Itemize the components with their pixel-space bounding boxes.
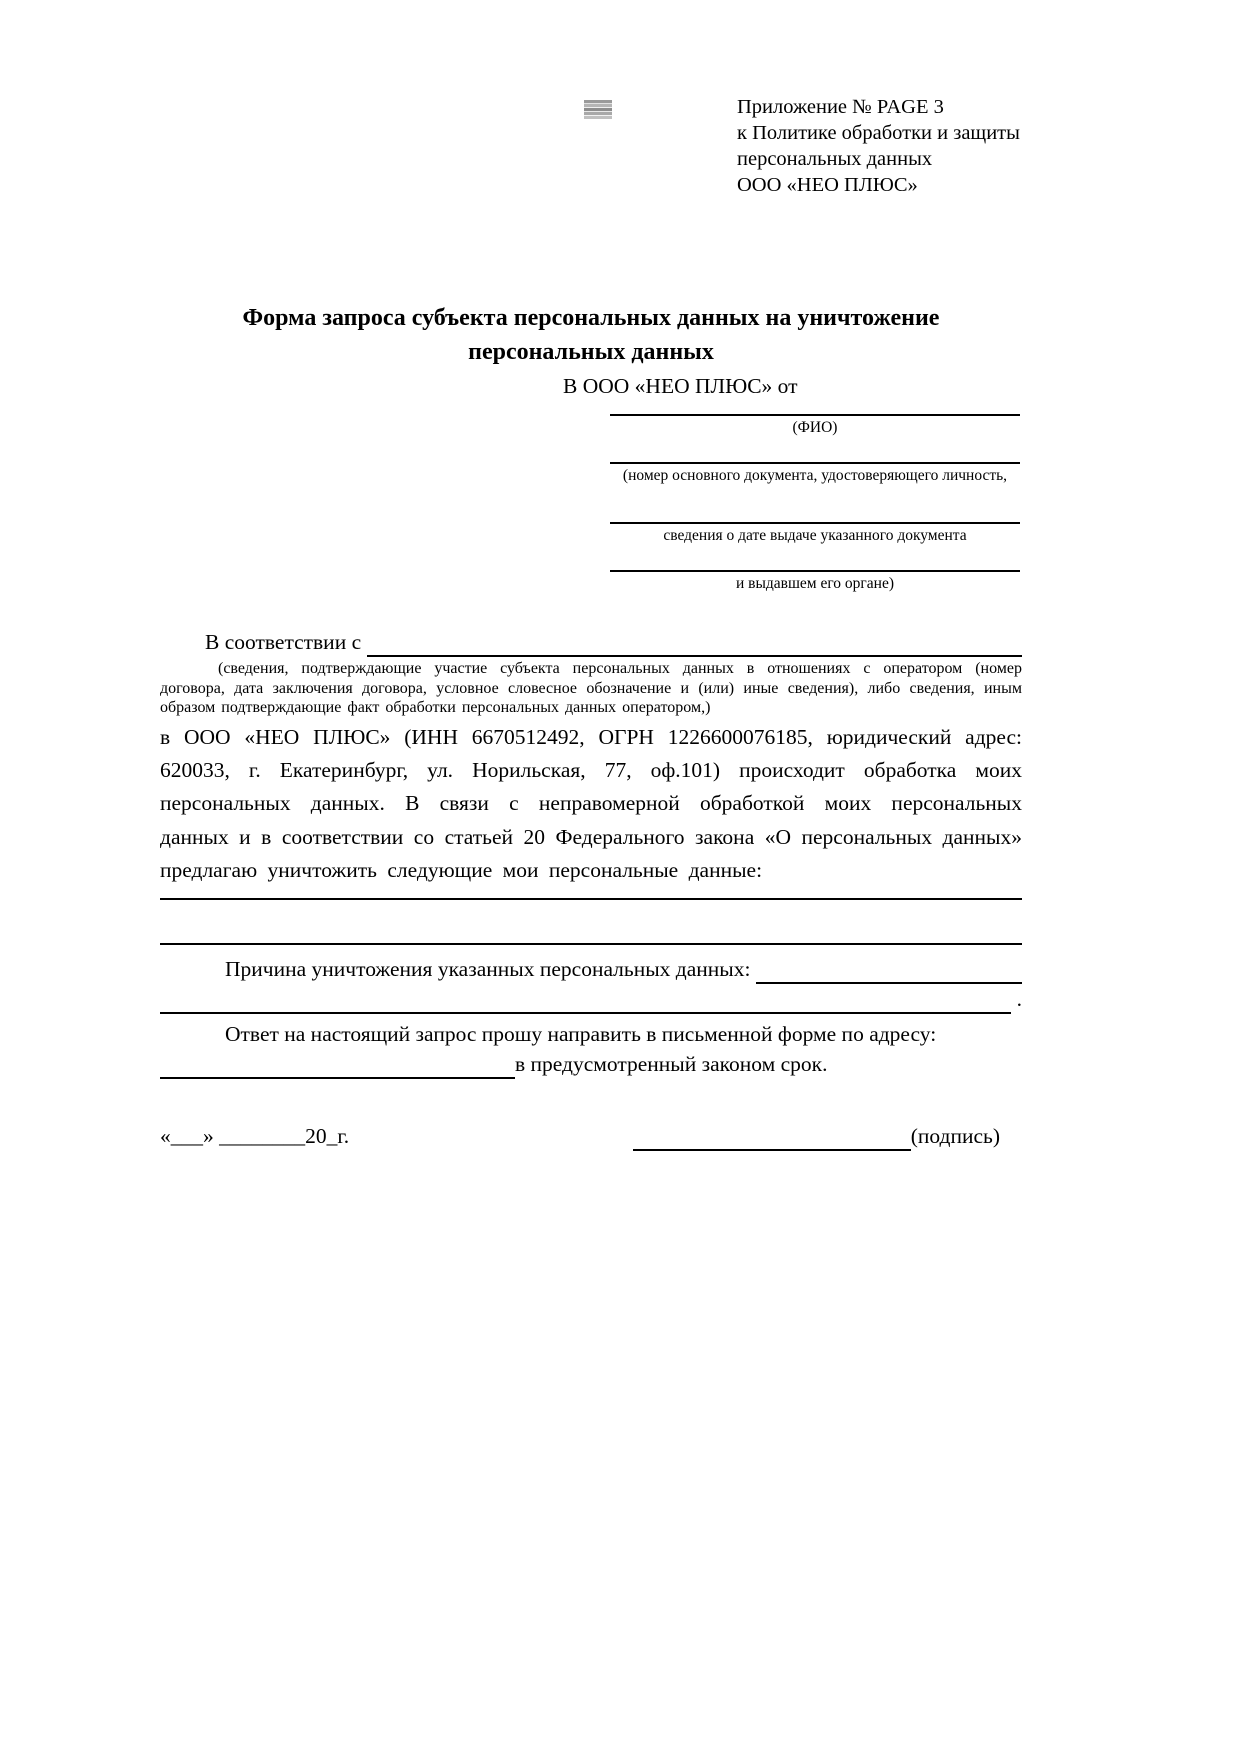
document-content: [160, 0, 1022, 1151]
appendix-header-line: ООО «НЕО ПЛЮС»: [737, 174, 918, 196]
date-blank-text: «___» ________20_г.: [160, 1123, 350, 1148]
body-paragraph: в ООО «НЕО ПЛЮС» (ИНН 6670512492, ОГРН 1226600076185, юридический адрес: 620033, г. Екатеринбург, ул. Норильская, 77, оф.101) происходит обработка моих персональных данных. В связи с неправомерной обработкой моих персональных данных и в соответствии со статьей 20 Федерального закона «О персональных данных» предлагаю уничтожить следующие мои персональные данные:: [160, 724, 1022, 883]
answer-address-row: [160, 1049, 1022, 1079]
appendix-header-line: к Политике обработки и защиты: [737, 122, 1020, 144]
reason-continuation-row: [160, 984, 1022, 1014]
addressee-line: В ООО «НЕО ПЛЮС» от: [563, 374, 798, 398]
reason-label: Причина уничтожения указанных персональных данных:: [225, 956, 751, 981]
document-title-line2: персональных данных: [468, 339, 714, 365]
appendix-header-line: персональных данных: [737, 148, 933, 170]
reason-blank-line-2: [160, 988, 1011, 1014]
date-signature-row: [160, 1121, 1022, 1151]
address-blank-line: [160, 1053, 515, 1079]
document-title: [160, 301, 1022, 369]
appendix-header-line: Приложение № PAGE 3: [737, 96, 944, 118]
document-title-line1: Форма запроса субъекта персональных данных на уничтожение: [242, 305, 940, 331]
accordance-footnote: (сведения, подтверждающие участие субъекта персональных данных в отношениях с оператором (номер договора, дата заключения договора, условное словесное обозначение и (или) иные сведения), либо сведения, иным образом подтверждающие факт обработки персональных данных оператором,): [160, 660, 1022, 716]
reason-period: .: [1016, 986, 1022, 1011]
reason-blank-line: [756, 958, 1022, 984]
accordance-row: [160, 627, 1022, 657]
signature-caption: (подпись): [910, 1123, 1000, 1148]
data-to-destroy-blank-line-1: [160, 898, 1022, 900]
blank-caption-document-number: (номер основного документа, удостоверяющего личность,: [622, 467, 1008, 484]
signature-blank-line: [633, 1125, 911, 1151]
data-to-destroy-blank-line-2: [160, 943, 1022, 945]
accordance-blank-line: [367, 631, 1022, 657]
blank-caption-issue-date: сведения о дате выдаче указанного документа: [663, 527, 967, 544]
reason-row: [160, 954, 1022, 984]
accordance-label: В соответствии с: [205, 630, 362, 654]
answer-address-label: Ответ на настоящий запрос прошу направить в письменной форме по адресу:: [225, 1021, 937, 1046]
answer-tail-text: в предусмотренный законом срок.: [515, 1051, 828, 1076]
blank-caption-fio: (ФИО): [792, 419, 838, 436]
blank-caption-issuing-authority: и выдавшем его органе): [735, 575, 895, 592]
signature-group: [633, 1121, 1000, 1151]
fill-in-fields: [610, 414, 1020, 594]
